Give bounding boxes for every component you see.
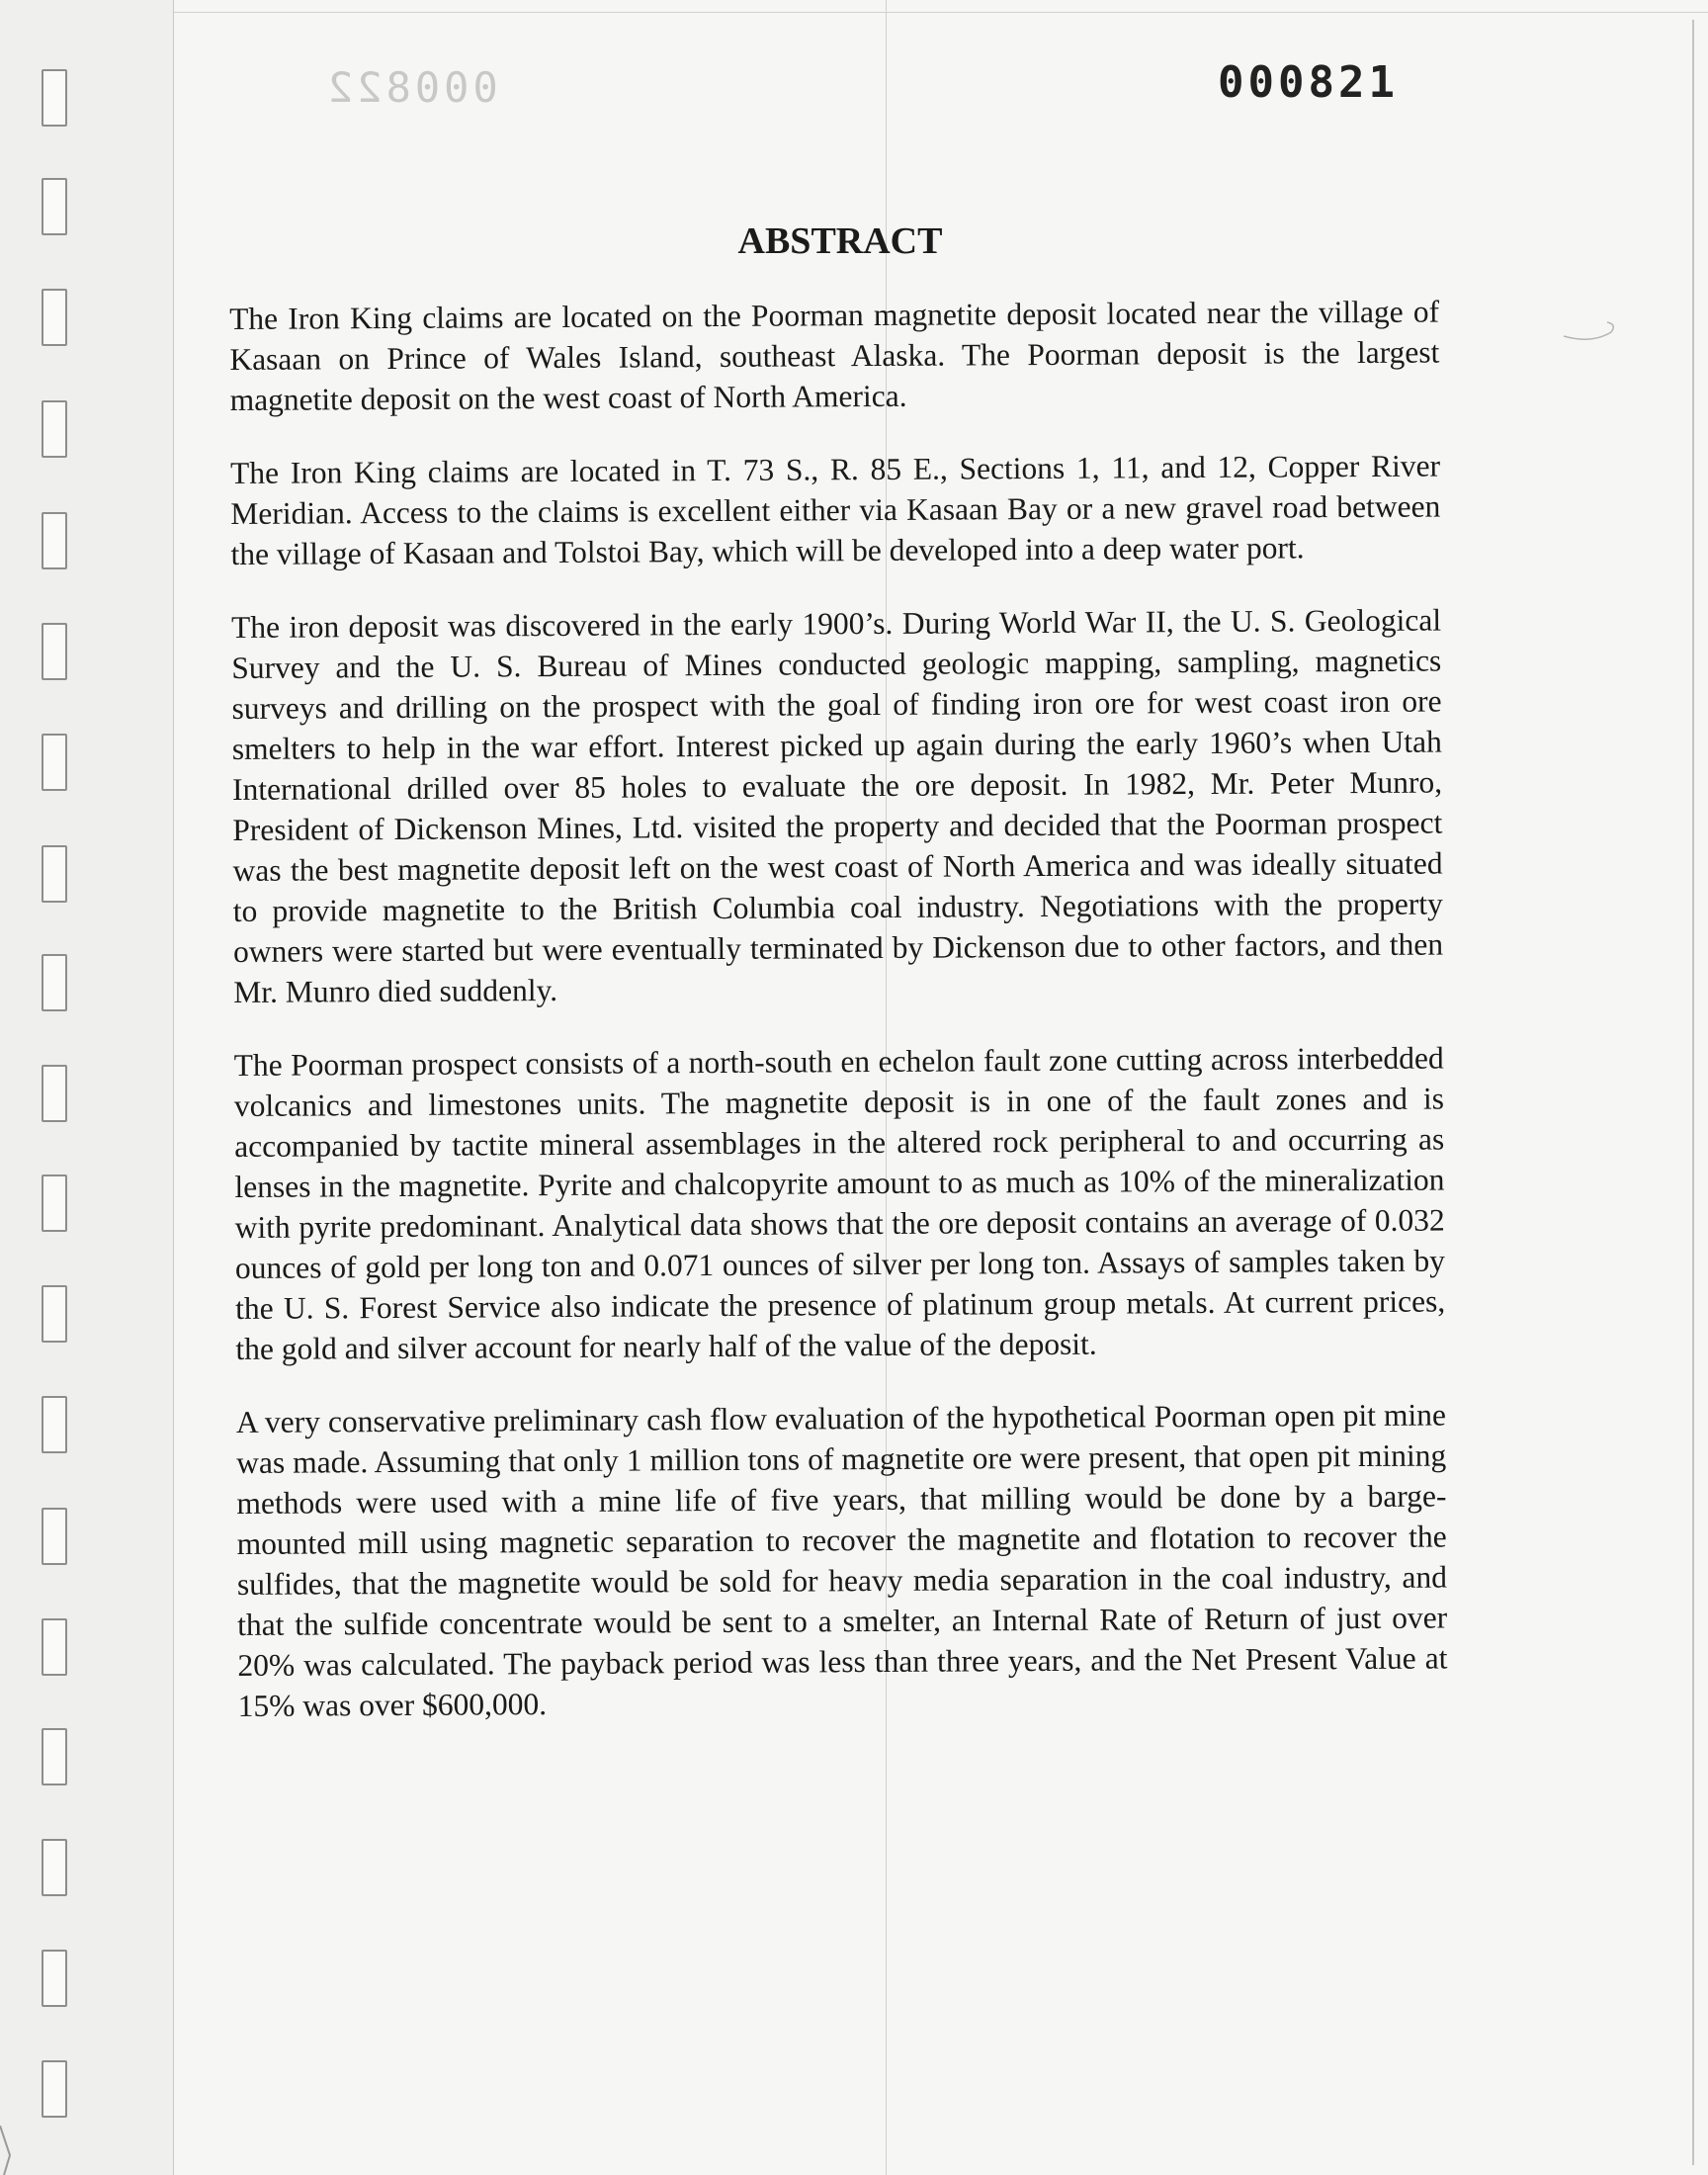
perforation-hole — [42, 1174, 67, 1232]
perforation-hole — [42, 512, 67, 569]
perforation-hole — [42, 1728, 67, 1785]
torn-corner-icon — [0, 2126, 40, 2175]
perforation-hole — [42, 400, 67, 458]
paragraph: The Poorman prospect consists of a north-south en echelon fault zone cutting across interbedded volcanics and limestones units. The magnetite deposit is in one of the fault zones and is accompanied by tactite mineral assemblages in the altered rock peripheral to and occurring as lenses in the magnetite. Pyrite and chalcopyrite amount to as much as 10% of the mineralization with pyrite predominant. Analytical data shows that the ore deposit contains an average of 0.032 ounces of gold per long ton and 0.071 ounces of silver per long ton. Assays of samples taken by the U. S. Forest Service also indicate the presence of platinum group metals. At current prices, the gold and silver account for nearly half of the value of the deposit. — [233, 1040, 1446, 1366]
paragraph: The Iron King claims are located in T. 73 S., R. 85 E., Sections 1, 11, and 12, Copper River Meridian. Access to the claims is excellent either via Kasaan Bay or a new gravel road between the village of Kasaan and Tolstoi Bay, which will be developed into a deep water port. — [229, 448, 1441, 571]
bleed-through-stamp: 000822 — [324, 63, 498, 112]
perforation-hole — [42, 1618, 67, 1676]
perforation-hole — [42, 1285, 67, 1343]
perforation-hole — [42, 289, 67, 346]
perforation-hole — [42, 954, 67, 1011]
page-top-edge — [0, 12, 1708, 13]
perforation-hole — [42, 1396, 67, 1453]
perforation-hole — [42, 1950, 67, 2007]
paragraph: The Iron King claims are located on the Poorman magnetite deposit located near the village of Kasaan on Prince of Wales Island, southeast Alaska. The Poorman deposit is the largest magnetite deposit on the west coast of North America. — [229, 294, 1440, 417]
page-title: ABSTRACT — [737, 220, 943, 262]
perforation-hole — [42, 734, 67, 791]
perforation-hole — [42, 845, 67, 903]
page-right-edge — [1692, 20, 1694, 2165]
perforation-hole — [42, 2060, 67, 2118]
paragraph: The iron deposit was discovered in the early 1900’s. During World War II, the U. S. Geological Survey and the U. S. Bureau of Mines conducted geologic mapping, sampling, magnetics surveys and drilling on the prospect with the goal of finding iron ore for west coast iron ore smelters to help in the war effort. Interest picked up again during the early 1960’s when Utah International drilled over 85 holes to evaluate the ore deposit. In 1982, Mr. Peter Munro, President of Dickenson Mines, Ltd. visited the property and decided that the Poorman prospect was the best magnetite deposit left on the west coast of North America and was ideally situated to provide magnetite to the British Columbia coal industry. Negotiations with the property owners were started but were eventually terminated by Dickenson due to other factors, and then Mr. Munro died suddenly. — [230, 602, 1444, 1009]
perforated-margin-strip — [0, 0, 174, 2175]
perforation-hole — [42, 69, 67, 127]
perforation-hole — [42, 1065, 67, 1122]
document-number-stamp: 000821 — [1218, 57, 1399, 108]
perforation-hole — [42, 1839, 67, 1896]
paragraph: A very conservative preliminary cash flow evaluation of the hypothetical Poorman open pit mine was made. Assuming that only 1 million tons of magnetite ore were present, that open pit mining methods were used with a mine life of five years, that milling would be done by a barge-mounted mill using magnetic separation to recover the magnetite and flotation to recover the sulfides, that the magnetite would be sold for heavy media separation in the coal industry, and that the sulfide concentrate would be sent to a smelter, an Internal Rate of Return of just over 20% was calculated. The payback period was less than three years, and the Net Present Value at 15% was over $600,000. — [235, 1397, 1448, 1723]
abstract-body — [229, 292, 1448, 1759]
perforation-hole — [42, 623, 67, 680]
pencil-mark-icon — [1562, 314, 1621, 344]
perforation-hole — [42, 1508, 67, 1565]
